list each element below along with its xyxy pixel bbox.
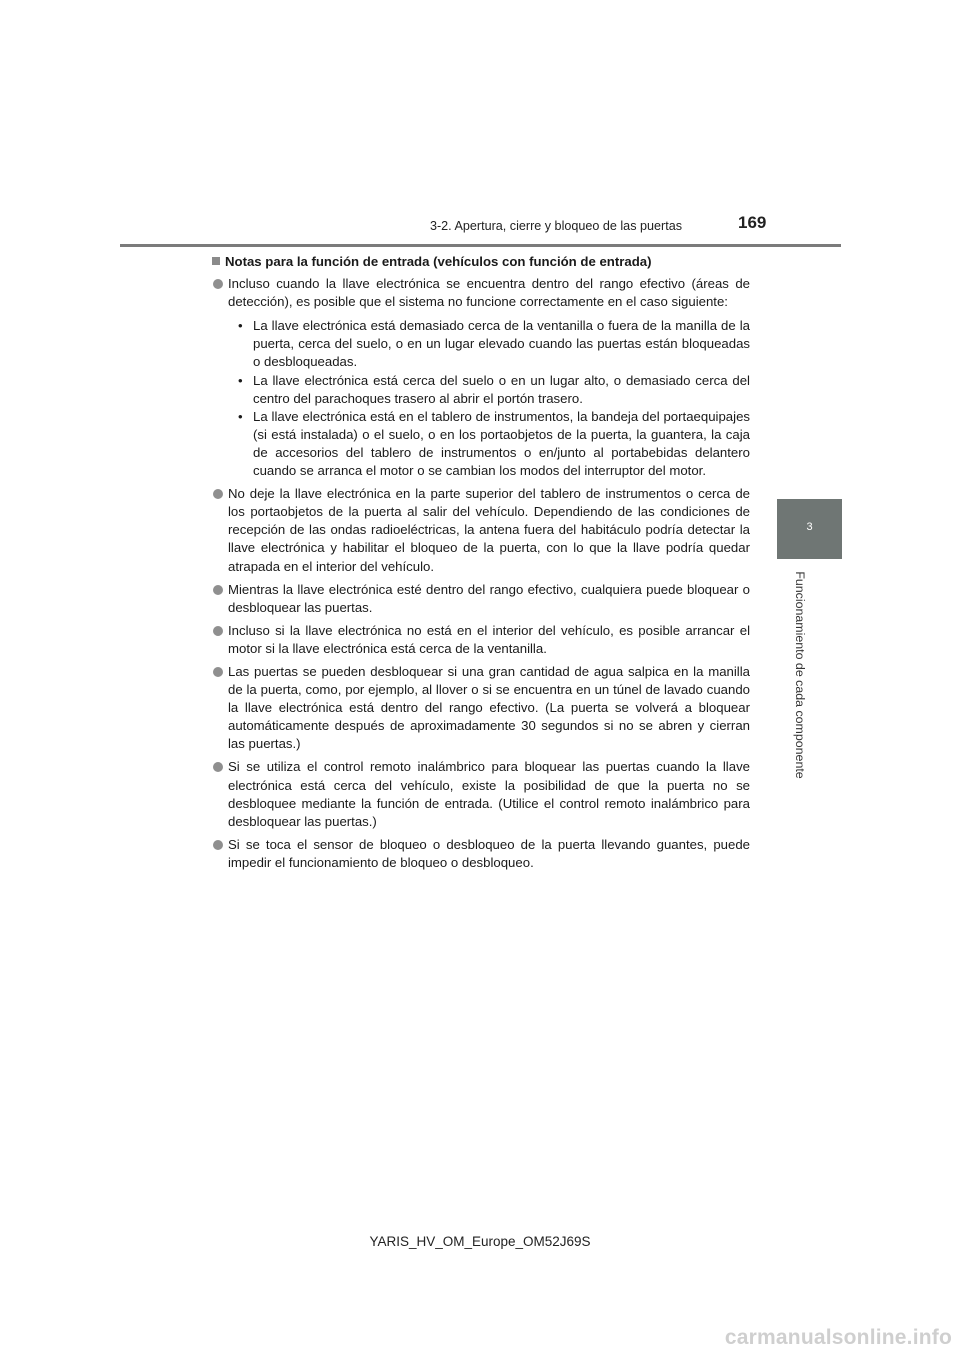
circle-bullet-icon (213, 489, 223, 499)
main-content (212, 253, 750, 877)
note-item (212, 758, 750, 830)
note-item (212, 622, 750, 658)
dot-bullet-icon: • (238, 318, 243, 334)
watermark: carmanualsonline.info (724, 1326, 952, 1349)
circle-bullet-icon (213, 626, 223, 636)
circle-bullet-icon (213, 667, 223, 677)
page-number: 169 (738, 213, 767, 232)
sub-list-item (228, 408, 750, 480)
note-item (212, 836, 750, 872)
note-item (212, 663, 750, 753)
chapter-number: 3 (806, 521, 813, 533)
sub-list (228, 317, 750, 480)
note-text: Incluso cuando la llave electrónica se encuentra dentro del rango efectivo (áreas de detección), es posible que el sistema no funcione correctamente en el caso siguiente: (228, 276, 750, 310)
circle-bullet-icon (213, 840, 223, 850)
note-item (212, 581, 750, 617)
note-item (212, 485, 750, 575)
sub-item-text: La llave electrónica está demasiado cerca de la ventanilla o fuera de la manilla de la puerta, cerca del suelo, o en un lugar elevado cuando las puertas están bloqueadas o desbloqueadas. (253, 318, 750, 370)
header-section-title: 3-2. Apertura, cierre y bloqueo de las puertas (429, 219, 682, 233)
dot-bullet-icon: • (238, 372, 243, 388)
section-heading-text: Notas para la función de entrada (vehículos con función de entrada) (225, 254, 652, 269)
chapter-title-vertical: Funcionamiento de cada componente (793, 571, 807, 779)
note-text: Mientras la llave electrónica esté dentro del rango efectivo, cualquiera puede bloquear o desbloquear las puertas. (228, 581, 750, 615)
sub-item-text: La llave electrónica está en el tablero de instrumentos, la bandeja del portaequipajes (si está instalada) o el suelo, o en los portaobjetos de la puerta, la guantera, la caja de accesorios del tablero de instrumentos o en/junto al portabebidas delantero cuando se arranca el motor o se cambian los modos del interruptor del motor. (253, 408, 750, 479)
circle-bullet-icon (213, 279, 223, 289)
note-text: Si se toca el sensor de bloqueo o desbloqueo de la puerta llevando guantes, puede impedir el funcionamiento de bloqueo o desbloqueo. (228, 836, 750, 870)
note-item (212, 275, 750, 480)
sub-list-item (228, 317, 750, 371)
sub-item-text: La llave electrónica está cerca del suelo o en un lugar alto, o demasiado cerca del centro del parachoques trasero al abrir el portón trasero. (253, 372, 750, 406)
header-divider (120, 244, 841, 247)
note-text: Las puertas se pueden desbloquear si una gran cantidad de agua salpica en la manilla de la puerta, como, por ejemplo, al llover o si se encuentra en un túnel de lavado cuando la llave electrónica está dentro del rango efectivo. (La puerta se volverá a bloquear automáticamente después de aproximadamente 30 segundos si no se abren y cierran las puertas.) (228, 663, 750, 752)
square-bullet-icon (212, 257, 220, 265)
dot-bullet-icon: • (238, 408, 243, 424)
note-text: No deje la llave electrónica en la parte superior del tablero de instrumentos o cerca de los portaobjetos de la puerta al salir del vehículo. Dependiendo de las condiciones de recepción de las ondas radioeléctricas, la antena fuera del habitáculo podría detectar la llave electrónica y habilitar el bloqueo de la puerta, con lo que la llave podría quedar atrapada en el interior del vehículo. (228, 486, 750, 574)
note-text: Si se utiliza el control remoto inalámbrico para bloquear las puertas cuando la llave electrónica está cerca del vehículo, existe la posibilidad de que la puerta no se desbloquee mediante la función de entrada. (Utilice el control remoto inalámbrico para desbloquear las puertas.) (228, 759, 750, 829)
sub-list-item (228, 372, 750, 408)
chapter-tab (777, 499, 842, 559)
section-heading (212, 253, 750, 271)
circle-bullet-icon (213, 762, 223, 772)
footer-document-id: YARIS_HV_OM_Europe_OM52J69S (369, 1234, 591, 1249)
note-text: Incluso si la llave electrónica no está en el interior del vehículo, es posible arrancar el motor si la llave electrónica está cerca de la ventanilla. (228, 622, 750, 656)
circle-bullet-icon (213, 585, 223, 595)
